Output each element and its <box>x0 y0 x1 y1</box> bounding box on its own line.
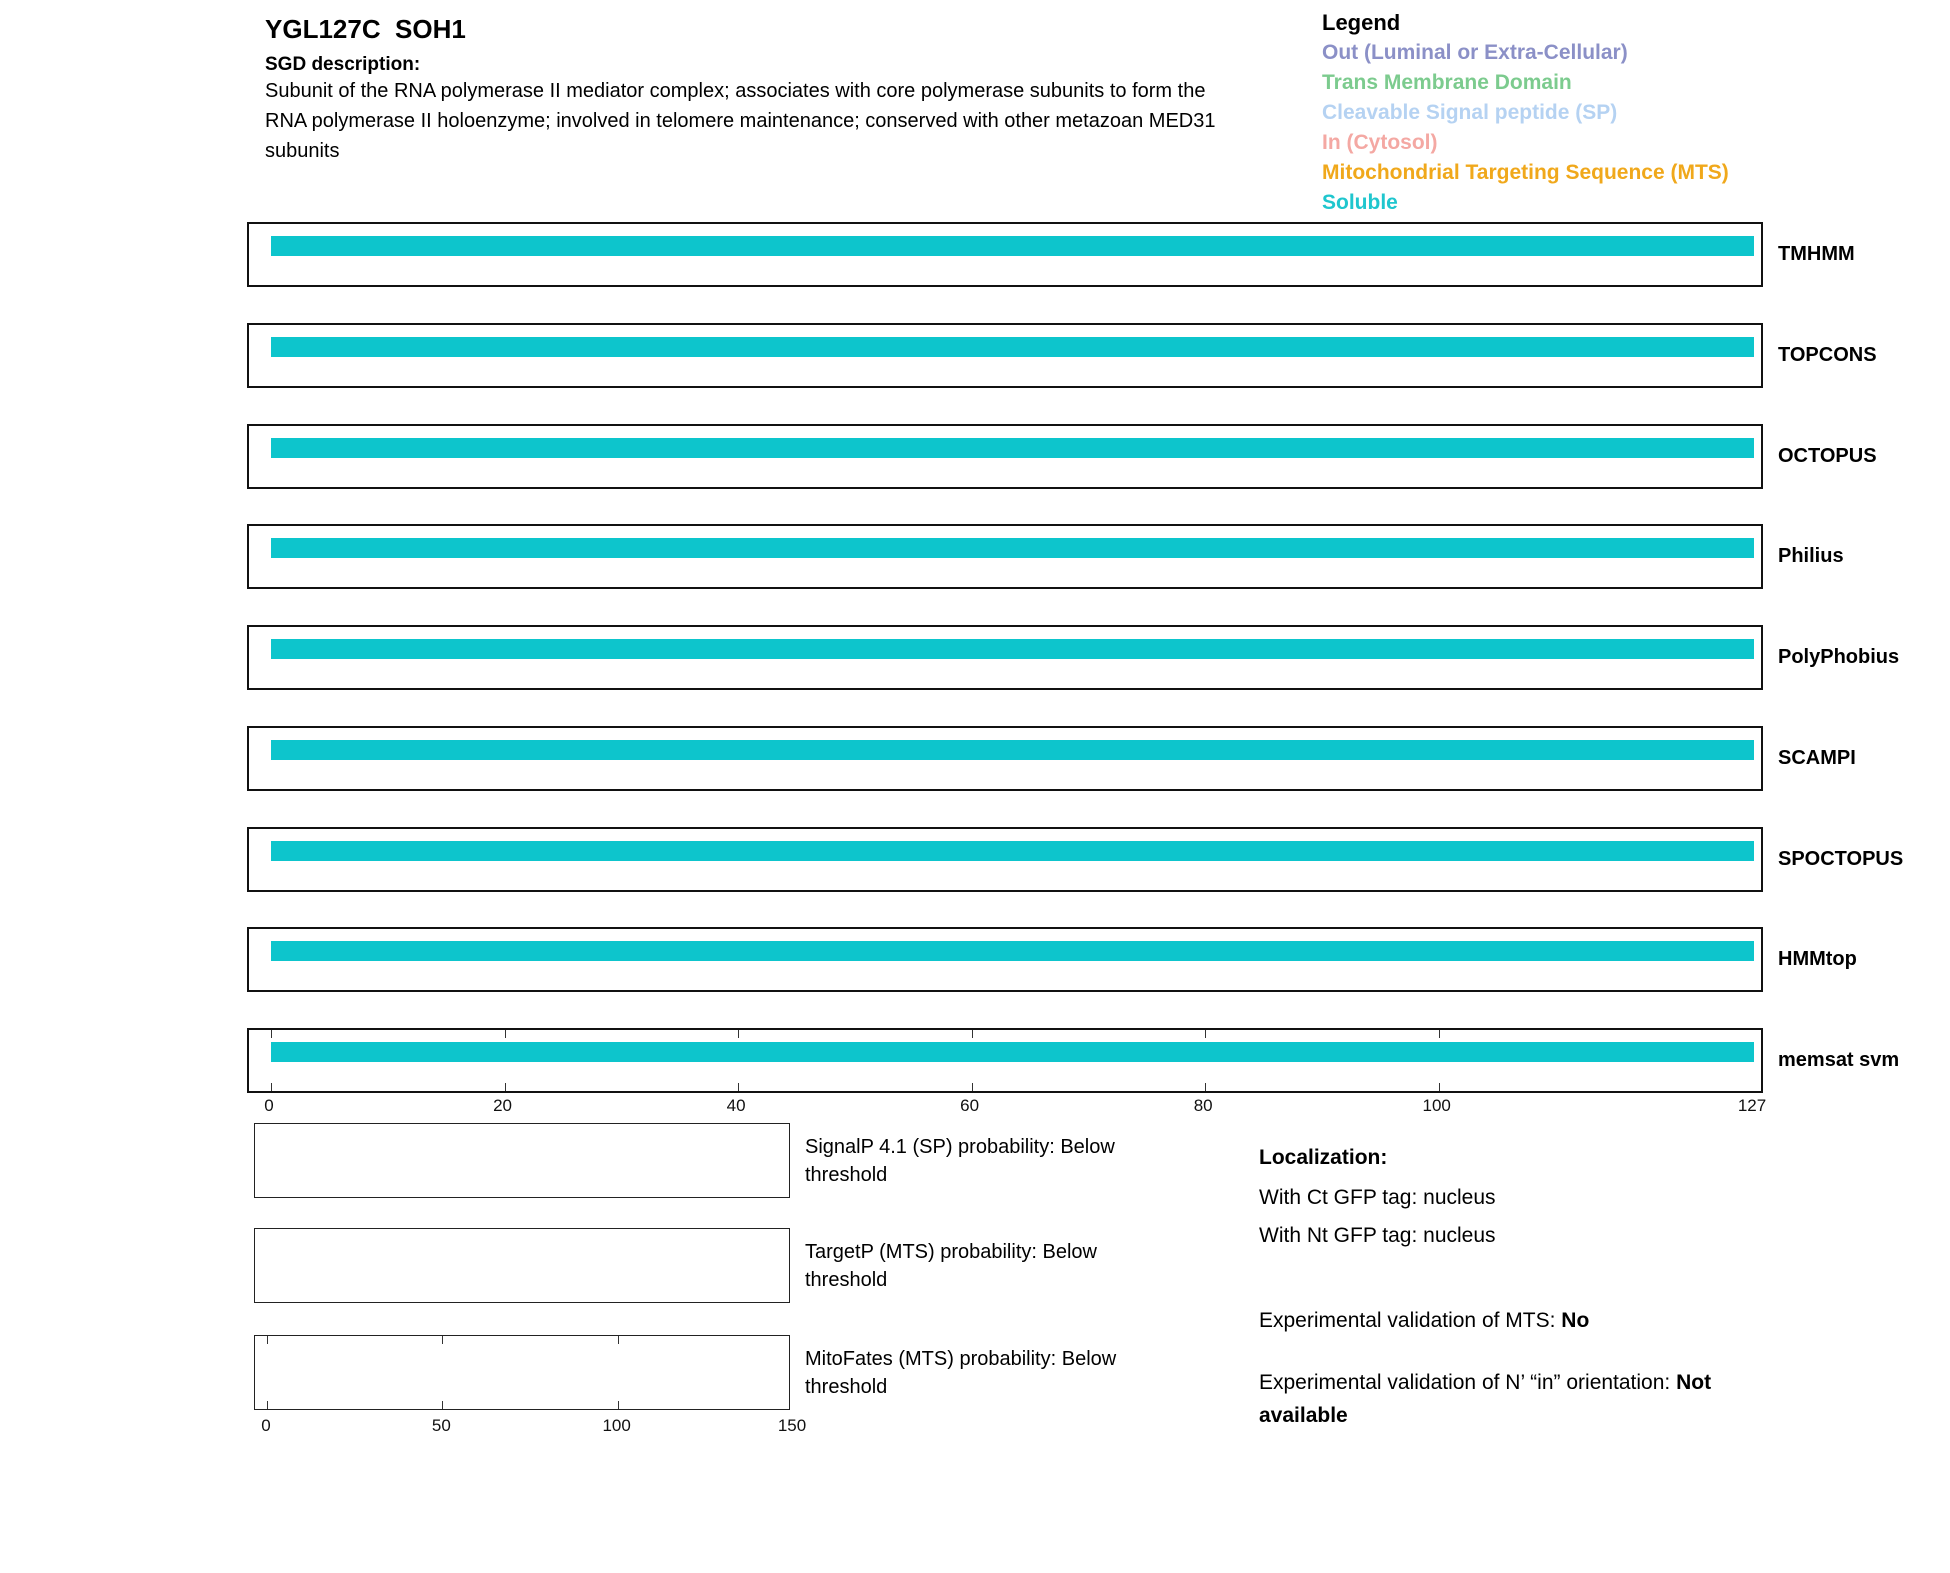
axis-tick <box>972 1030 973 1038</box>
axis-tick <box>267 1336 268 1344</box>
mts-validation-label: Experimental validation of MTS: <box>1259 1309 1562 1332</box>
legend <box>1322 8 1729 218</box>
probability-axis-tick-label: 150 <box>777 1416 807 1435</box>
track-label-spoctopus: SPOCTOPUS <box>1778 848 1904 870</box>
probability-plot-label: SignalP 4.1 (SP) probability: Below threshold <box>805 1135 1115 1186</box>
residue-axis-tick-label: 127 <box>1737 1096 1767 1115</box>
track-label-tmhmm: TMHMM <box>1778 243 1855 265</box>
orientation-validation <box>1259 1366 1764 1432</box>
probability-axis-tick-label: 50 <box>431 1416 451 1435</box>
axis-tick <box>738 1083 739 1091</box>
probability-plot-box <box>254 1123 790 1198</box>
axis-tick <box>505 1030 506 1038</box>
track-label-scampi: SCAMPI <box>1778 747 1856 769</box>
track-plot-box-hmmtop <box>247 927 1763 992</box>
track-row-philius <box>0 524 1950 589</box>
track-row-scampi <box>0 726 1950 791</box>
residue-axis-tick-label: 100 <box>1422 1096 1451 1115</box>
probability-plot-box <box>254 1228 790 1303</box>
track-label-philius: Philius <box>1778 545 1844 567</box>
track-plot-box-tmhmm <box>247 222 1763 287</box>
soluble-segment-bar <box>271 538 1754 558</box>
axis-tick <box>271 1030 272 1038</box>
soluble-segment-bar <box>271 236 1754 256</box>
axis-tick <box>442 1401 443 1409</box>
legend-item-tm-domain: Trans Membrane Domain <box>1322 71 1572 94</box>
localization-heading: Localization: <box>1259 1146 1388 1169</box>
track-row-octopus <box>0 424 1950 489</box>
track-row-hmmtop <box>0 927 1950 992</box>
axis-tick <box>1439 1083 1440 1091</box>
axis-tick <box>618 1336 619 1344</box>
track-row-topcons <box>0 323 1950 388</box>
axis-tick <box>1439 1030 1440 1038</box>
track-plot-box-octopus <box>247 424 1763 489</box>
residue-axis-tick-label: 60 <box>960 1096 980 1115</box>
mts-validation <box>1259 1304 1779 1337</box>
track-label-hmmtop: HMMtop <box>1778 948 1857 970</box>
axis-tick <box>442 1336 443 1344</box>
track-label-octopus: OCTOPUS <box>1778 445 1877 467</box>
legend-item-in-cytosol: In (Cytosol) <box>1322 131 1438 154</box>
legend-item-signal-peptide: Cleavable Signal peptide (SP) <box>1322 101 1618 124</box>
axis-tick <box>1205 1083 1206 1091</box>
probability-axis-tick-label: 0 <box>261 1416 271 1435</box>
sgd-description-label: SGD description: <box>265 54 421 75</box>
axis-tick <box>738 1030 739 1038</box>
localization-ct-gfp: With Ct GFP tag: nucleus <box>1259 1186 1496 1209</box>
probability-plot-box <box>254 1335 790 1410</box>
soluble-segment-bar <box>271 337 1754 357</box>
page-title: YGL127C SOH1 <box>265 14 466 44</box>
track-row-polyphobius <box>0 625 1950 690</box>
legend-item-mts: Mitochondrial Targeting Sequence (MTS) <box>1322 161 1729 184</box>
track-label-topcons: TOPCONS <box>1778 344 1877 366</box>
residue-axis-tick-label: 80 <box>1193 1096 1213 1115</box>
soluble-segment-bar <box>271 639 1754 659</box>
track-plot-box-topcons <box>247 323 1763 388</box>
sgd-description-text: Subunit of the RNA polymerase II mediator complex; associates with core polymerase subunits to form the RNA polymerase II holoenzyme; involved in telomere maintenance; conserved with other metazoan MED31 subunits <box>265 80 1216 162</box>
soluble-segment-bar <box>271 1042 1754 1062</box>
track-label-memsat-svm: memsat svm <box>1778 1049 1900 1071</box>
localization-nt-gfp: With Nt GFP tag: nucleus <box>1259 1224 1496 1247</box>
soluble-segment-bar <box>271 841 1754 861</box>
orientation-validation-label: Experimental validation of N’ “in” orientation: <box>1259 1371 1677 1394</box>
track-plot-box-memsat-svm <box>247 1028 1763 1093</box>
track-plot-box-philius <box>247 524 1763 589</box>
legend-title: Legend <box>1322 10 1401 35</box>
track-label-polyphobius: PolyPhobius <box>1778 646 1900 668</box>
track-plot-box-spoctopus <box>247 827 1763 892</box>
axis-tick <box>267 1401 268 1409</box>
soluble-segment-bar <box>271 740 1754 760</box>
orientation-validation-value: Not available <box>1259 1371 1712 1427</box>
axis-tick <box>1205 1030 1206 1038</box>
axis-tick <box>505 1083 506 1091</box>
axis-tick <box>972 1083 973 1091</box>
residue-axis-tick-label: 0 <box>264 1096 274 1115</box>
probability-plot-label: MitoFates (MTS) probability: Below threshold <box>805 1347 1117 1398</box>
probability-axis-tick-label: 100 <box>602 1416 631 1435</box>
legend-item-out: Out (Luminal or Extra-Cellular) <box>1322 41 1628 64</box>
soluble-segment-bar <box>271 941 1754 961</box>
track-row-memsat-svm <box>0 1028 1950 1093</box>
residue-axis-tick-label: 20 <box>493 1096 512 1115</box>
mts-validation-value: No <box>1561 1309 1590 1332</box>
axis-tick <box>618 1401 619 1409</box>
soluble-segment-bar <box>271 438 1754 458</box>
track-plot-box-scampi <box>247 726 1763 791</box>
track-row-spoctopus <box>0 827 1950 892</box>
axis-tick <box>271 1083 272 1091</box>
probability-plot-label: TargetP (MTS) probability: Below threshold <box>805 1240 1097 1291</box>
track-row-tmhmm <box>0 222 1950 287</box>
legend-item-soluble: Soluble <box>1322 191 1398 214</box>
track-plot-box-polyphobius <box>247 625 1763 690</box>
residue-axis-tick-label: 40 <box>726 1096 746 1115</box>
